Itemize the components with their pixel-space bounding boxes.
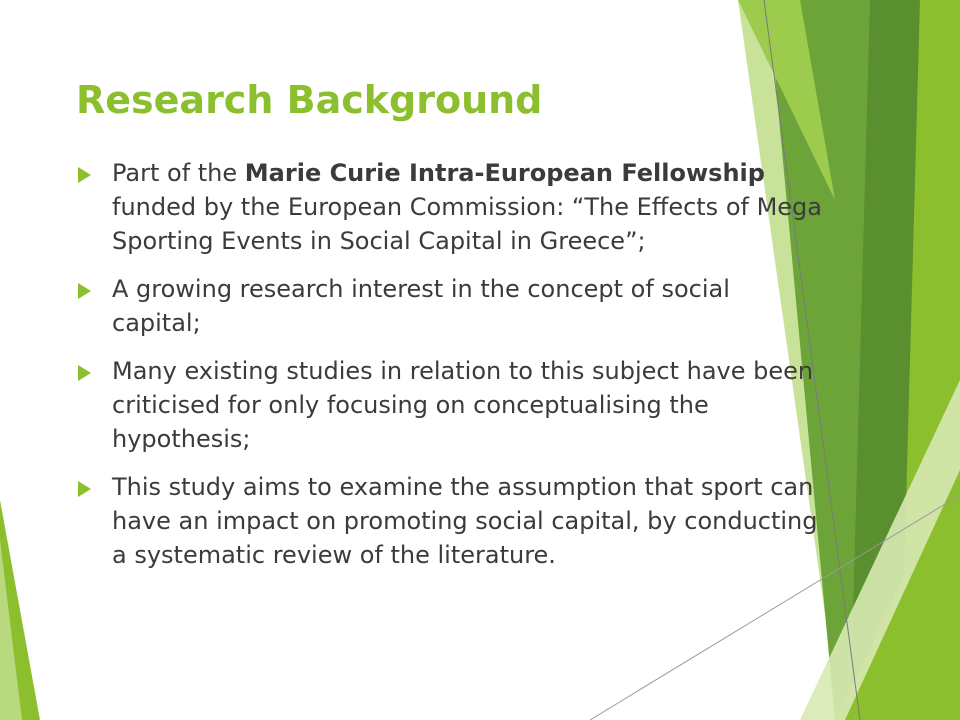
triangle-bullet-icon [78, 365, 91, 381]
bullet-text: A growing research interest in the concept of social capital; [112, 275, 730, 337]
bullet-item [76, 272, 826, 340]
bullet-text-bold: Marie Curie Intra-European Fellowship [244, 159, 765, 187]
triangle-bullet-icon [78, 167, 91, 183]
triangle-bullet-icon [78, 283, 91, 299]
bullet-text-part: funded by the European Commission: “The Effects of Mega Sporting Events in Social Capital in Greece”; [112, 193, 822, 255]
bullet-text [112, 159, 822, 255]
bullet-item [76, 156, 826, 258]
bullet-text: This study aims to examine the assumption that sport can have an impact on promoting social capital, by conducting a systematic review of the literature. [112, 473, 818, 569]
bullet-text: Many existing studies in relation to this subject have been criticised for only focusing on conceptualising the hypothesis; [112, 357, 814, 453]
bullet-list [76, 156, 826, 586]
bullet-item [76, 470, 826, 572]
bullet-item [76, 354, 826, 456]
triangle-bullet-icon [78, 481, 91, 497]
slide-title: Research Background [76, 78, 543, 122]
bullet-text-part: Part of the [112, 159, 245, 187]
